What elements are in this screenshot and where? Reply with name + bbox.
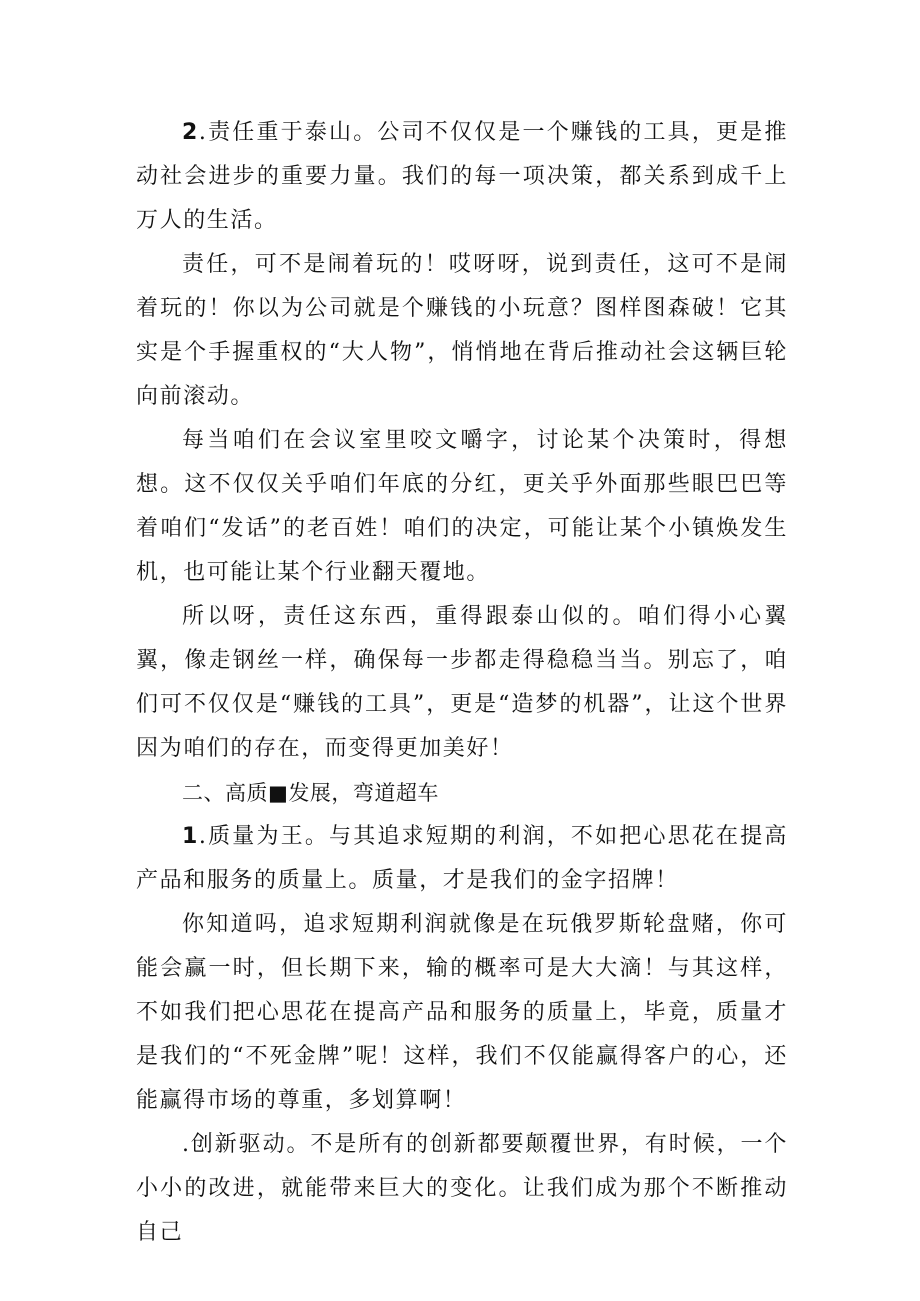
paragraph-innovation: .创新驱动。不是所有的创新都要颠覆世界，有时候，一个小小的改进，就能带来巨大的变化。让我们成为那个不断推动自己: [136, 1132, 788, 1245]
item-number: 2: [182, 120, 199, 145]
paragraph-responsibility-title: [136, 111, 788, 243]
paragraph-taishan: 所以呀，责任这东西，重得跟泰山似的。咱们得小心翼翼，像走钢丝一样，确保每一步都走得稳稳当当。别忘了，咱们可不仅仅是“赚钱的工具”，更是“造梦的机器”，让这个世界因为咱们的存在，而变得更加美好！: [136, 604, 788, 761]
paragraph-meeting-room: 每当咱们在会议室里咬文嚼字，讨论某个决策时，得想想。这不仅仅关乎咱们年底的分红，更关乎外面那些眼巴巴等着咱们“发话”的老百姓！咱们的决定，可能让某个小镇焕发生机，也可能让某个行业翻天覆地。: [136, 428, 788, 585]
paragraph-quality-title: [136, 815, 788, 903]
section-heading: 二、高质■发展，弯道超车: [182, 781, 439, 805]
paragraph-text: .责任重于泰山。公司不仅仅是一个赚钱的工具，更是推动社会进步的重要力量。我们的每一项决策，都关系到成千上万人的生活。: [136, 120, 788, 233]
paragraph-text: .质量为王。与其追求短期的利润，不如把心思花在提高产品和服务的质量上。质量，才是我们的金字招牌！: [136, 824, 788, 893]
item-number: 1: [182, 824, 199, 849]
paragraph-roulette: 你知道吗，追求短期利润就像是在玩俄罗斯轮盘赌，你可能会赢一时，但长期下来，输的概率可是大大滴！与其这样，不如我们把心思花在提高产品和服务的质量上，毕竟，质量才是我们的“不死金牌”呢！这样，我们不仅能赢得客户的心，还能赢得市场的尊重，多划算啊！: [136, 912, 788, 1113]
paragraph-responsibility-joke: 责任，可不是闹着玩的！哎呀呀，说到责任，这可不是闹着玩的！你以为公司就是个赚钱的小玩意？图样图森破！它其实是个手握重权的“大人物”，悄悄地在背后推动社会这辆巨轮向前滚动。: [136, 252, 788, 409]
